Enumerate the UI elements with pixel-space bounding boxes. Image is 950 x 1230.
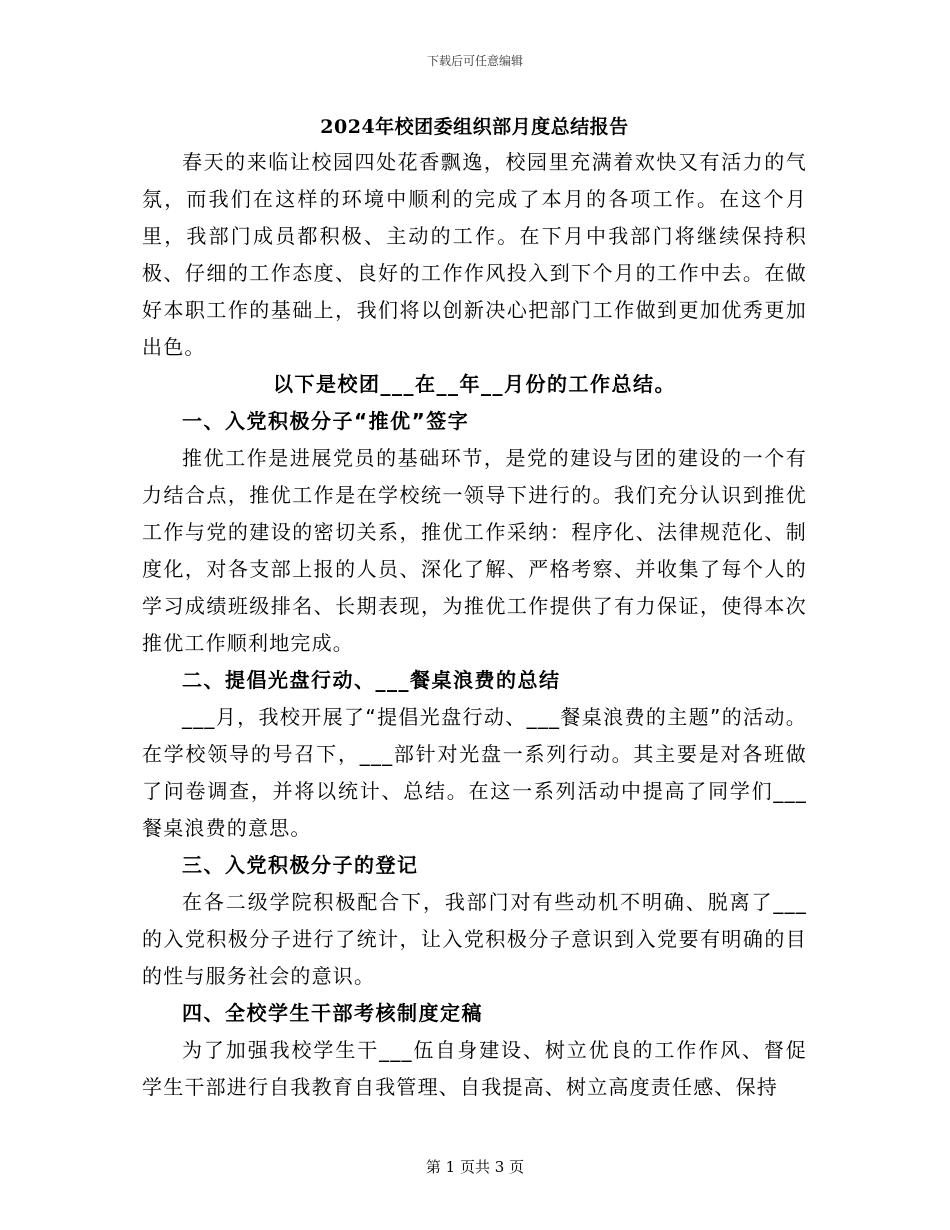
section-body-2: ___月，我校开展了“提倡光盘行动、___餐桌浪费的主题”的活动。在学校领导的号召下，___部针对光盘一系列行动。其主要是对各班做了问卷调查，并将以统计、总结。在这一系列活动中提高了同学们___餐桌浪费的意思。 [142,705,807,840]
section-body-4: 为了加强我校学生干___伍自身建设、树立优良的工作作风、督促学生干部进行自我教育自我管理、自我提高、树立高度责任感、保持 [142,1038,807,1099]
intro-paragraph: 春天的来临让校园四处花香飘逸，校园里充满着欢快又有活力的气氛，而我们在这样的环境中顺利的完成了本月的各项工作。在这个月里，我部门成员都积极、主动的工作。在下月中我部门将继续保持积极、仔细的工作态度、良好的工作作风投入到下个月的工作中去。在做好本职工作的基础上，我们将以创新决心把部门工作做到更加优秀更加出色。 [142,150,807,359]
section-heading-1: 一、入党积极分子“推优”签字 [182,409,470,433]
section-body-1: 推优工作是进展党员的基础环节，是党的建设与团的建设的一个有力结合点，推优工作是在学校统一领导下进行的。我们充分认识到推优工作与党的建设的密切关系，推优工作采纳：程序化、法律规范化、制度化，对各支部上报的人员、深化了解、严格考察、并收集了每个人的学习成绩班级排名、长期表现，为推优工作提供了有力保证，使得本次推优工作顺利地完成。 [142,446,807,655]
document-body [142,112,807,1106]
section-heading-2: 二、提倡光盘行动、___餐桌浪费的总结 [182,668,561,692]
section-heading-3: 三、入党积极分子的登记 [182,853,419,877]
document-title: 2024年校团委组织部月度总结报告 [320,116,629,138]
section-heading-4: 四、全校学生干部考核制度定稿 [182,1001,483,1025]
section-body-3: 在各二级学院积极配合下，我部门对有些动机不明确、脱离了___的入党积极分子进行了统计，让入党积极分子意识到入党要有明确的目的性与服务社会的意识。 [142,890,807,988]
header-note: 下载后可任意编辑 [426,54,523,68]
page-number-footer: 第 1 页共 3 页 [425,1158,525,1176]
summary-line: 以下是校团___在__年__月份的工作总结。 [273,372,676,396]
